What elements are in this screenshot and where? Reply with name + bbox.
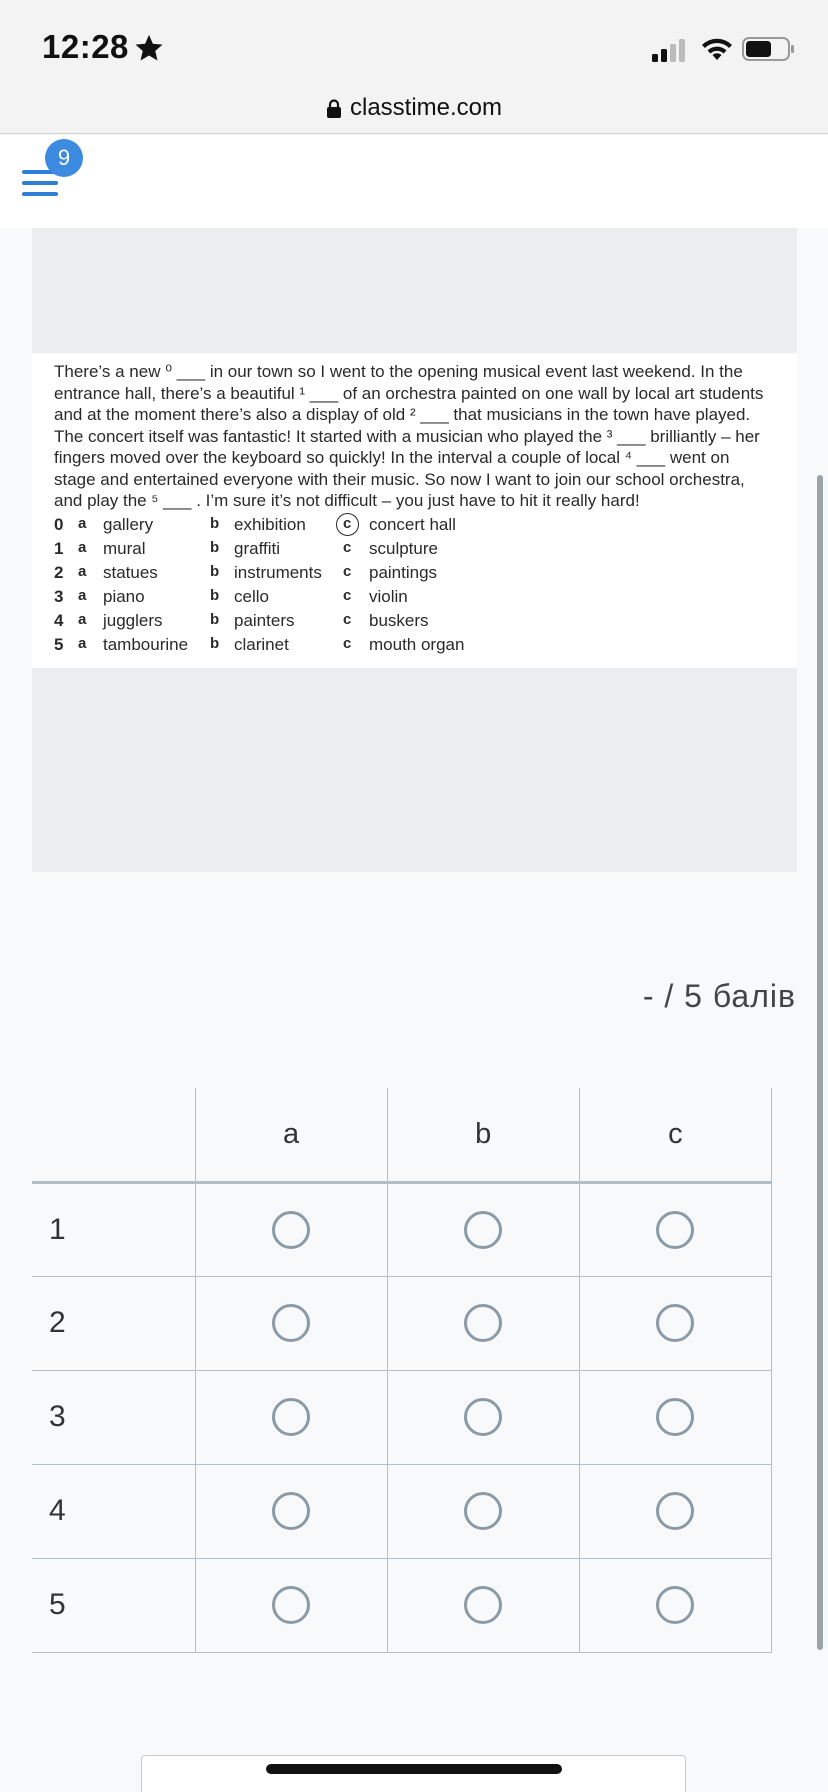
page-scrollbar[interactable] [817,475,823,1650]
score-label: - / 5 балів [642,978,796,1014]
option-letter-c: c [343,634,352,652]
url-bar[interactable] [0,82,828,134]
option-letter-a: a [78,634,87,652]
option-letter-c: c [343,610,352,628]
radio-2a[interactable] [272,1304,310,1342]
option-number: 2 [54,562,64,582]
lock-icon [326,99,342,119]
row-label: 2 [32,1276,195,1370]
option-a: piano [103,586,145,606]
table-row [32,1276,772,1370]
row-label: 4 [32,1464,195,1558]
option-number: 0 [54,514,64,534]
app-header [0,135,828,228]
option-c: concert hall [369,514,456,534]
table-row [32,1182,772,1276]
radio-2b[interactable] [464,1304,502,1342]
status-time: 12:28 [42,28,129,65]
radio-2c[interactable] [656,1304,694,1342]
row-label: 5 [32,1558,195,1652]
radio-4a[interactable] [272,1492,310,1530]
column-header-a: a [195,1088,387,1182]
option-letter-a: a [78,538,87,556]
row-label: 3 [32,1370,195,1464]
option-letter-c: c [343,562,352,580]
radio-5b[interactable] [464,1586,502,1624]
option-row [54,609,775,633]
exercise-image-card [32,228,797,872]
option-row [54,561,775,585]
table-row [32,1370,772,1464]
star-icon [134,33,164,63]
option-letter-a: a [78,514,87,532]
radio-5a[interactable] [272,1586,310,1624]
option-b: clarinet [234,634,289,654]
option-letter-c: c [343,586,352,604]
exercise-passage-block [32,353,797,668]
option-number: 4 [54,610,64,630]
battery-icon [742,37,796,61]
option-letter-c: c [343,514,352,532]
option-a: gallery [103,514,154,534]
radio-3c[interactable] [656,1398,694,1436]
home-indicator[interactable] [266,1764,562,1774]
option-row [54,585,775,609]
option-letter-b: b [210,634,220,652]
column-header-c: c [579,1088,771,1182]
option-row [54,633,775,657]
option-c: violin [369,586,408,606]
option-number: 1 [54,538,64,558]
wifi-icon [700,36,734,62]
radio-3a[interactable] [272,1398,310,1436]
radio-3b[interactable] [464,1398,502,1436]
radio-1c[interactable] [656,1211,694,1249]
table-row [32,1464,772,1558]
option-b: graffiti [234,538,280,558]
status-bar [0,0,828,90]
option-a: statues [103,562,158,582]
radio-1b[interactable] [464,1211,502,1249]
option-letter-b: b [210,538,220,556]
exercise-passage: There’s a new ⁰ ___ in our town so I went to the opening musical event last weekend. In the entrance hall, there’s a beautiful ¹ ___ of an orchestra painted on one wall by local art students and at the moment there’s also a display of old ² ___ that musicians in the town have played. The concert itself was fantastic! It started with a musician who played the ³ ___ brilliantly – her fingers moved over the keyboard so quickly! In the interval a couple of local ⁴ ___ went on stage and entertained everyone with their music. So now I want to join our school orchestra, and play the ⁵ ___ . I’m sure it’s not difficult – you just have to hit it really hard! [54,362,764,510]
option-c: mouth organ [369,634,465,654]
options-list [54,513,775,657]
option-a: tambourine [103,634,189,654]
option-c: paintings [369,562,438,582]
option-letter-a: a [78,610,87,628]
radio-1a[interactable] [272,1211,310,1249]
option-letter-b: b [210,586,220,604]
radio-5c[interactable] [656,1586,694,1624]
option-row [54,513,775,537]
option-a: mural [103,538,146,558]
option-letter-b: b [210,514,220,532]
table-row [32,1558,772,1652]
option-letter-a: a [78,586,87,604]
option-row [54,537,775,561]
option-b: exhibition [234,514,306,534]
option-b: instruments [234,562,322,582]
radio-4c[interactable] [656,1492,694,1530]
column-header-b: b [387,1088,579,1182]
answer-grid [32,1088,772,1653]
option-letter-a: a [78,562,87,580]
menu-icon[interactable] [22,170,58,198]
option-c: sculpture [369,538,438,558]
option-number: 5 [54,634,64,654]
grid-corner [32,1088,195,1182]
option-b: painters [234,610,295,630]
cellular-signal-icon [652,38,690,62]
notification-badge: 9 [45,139,83,177]
option-number: 3 [54,586,64,606]
option-a: jugglers [103,610,163,630]
url-domain: classtime.com [349,93,503,121]
option-letter-b: b [210,610,220,628]
option-b: cello [234,586,269,606]
option-letter-c: c [343,538,352,556]
option-c: buskers [369,610,429,630]
radio-4b[interactable] [464,1492,502,1530]
row-label: 1 [32,1182,195,1276]
option-letter-b: b [210,562,220,580]
